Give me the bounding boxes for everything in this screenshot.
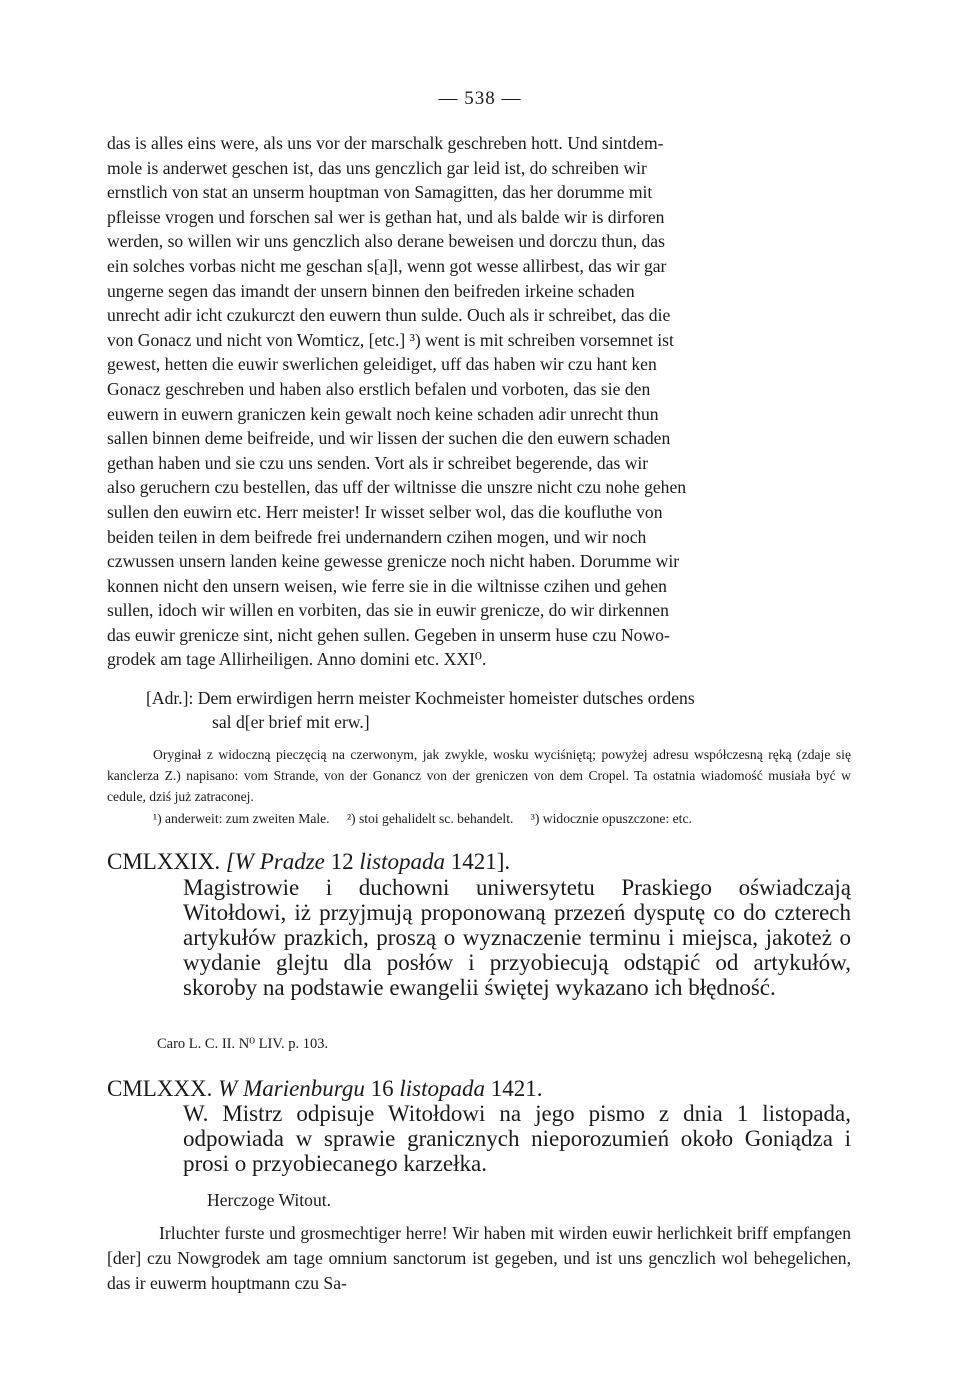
entry-day: 16 — [370, 1076, 394, 1101]
body-line: ein solches vorbas nicht me geschan s[a]l, wenn got wesse allirbest, das wir gar — [107, 255, 667, 276]
page-number: — 538 — — [438, 88, 522, 109]
entry-number: CMLXXX. — [107, 1076, 213, 1101]
entry-place: W Marienburgu — [218, 1076, 365, 1101]
note-text: Oryginał z widoczną pieczęcią na czerwonym, jak zwykle, wosku wyciśniętą; powyżej adresu współczesną ręką (zdaje się kanclerza Z.) napisano: vom Strande, von der Gonancz von der greniczen von dem Cropel. Ta ostatnia wiadomość musiała być w cedule, dziś już zatraconej. — [107, 747, 851, 804]
entry-year: 1421]. — [450, 849, 511, 874]
body-line: Gonacz geschreben und haben also erstlich befalen und vorboten, das sie den — [107, 378, 651, 399]
body-line: grodek am tage Allirheiligen. Anno domini etc. XXI⁰. — [107, 649, 487, 670]
footnote: ¹) anderweit: zum zweiten Male. — [153, 811, 330, 826]
letter-body — [107, 1221, 851, 1296]
body-line: von Gonacz und nicht von Womticz, [etc.] ³) went is mit schreiben vorsemnet ist — [107, 329, 674, 350]
letter-body — [107, 131, 851, 672]
address-line: sal d[er brief mit erw.] — [212, 712, 370, 732]
entry-heading — [107, 1074, 851, 1104]
body-line: also geruchern czu bestellen, das uff der wiltnisse die unszre nicht czu nohe gehen — [107, 477, 687, 498]
body-line: ernstlich von stat an unserm houptman von Samagitten, das her dorumme mit — [107, 182, 653, 203]
body-line: sallen binnen deme beifreide, und wir lissen der suchen die den euwern schaden — [107, 428, 671, 449]
body-line: konnen nicht den unsern weisen, wie ferre sie in die wiltnisse czihen und gehen — [107, 575, 667, 596]
footnote: ³) widocznie opuszczone: etc. — [530, 811, 692, 826]
body-line: unrecht adir icht czukurczt den euwern thun sulde. Ouch als ir schreibet, das die — [107, 305, 671, 326]
entry-day: 12 — [330, 849, 354, 874]
address-line: [Adr.]: Dem erwirdigen herrn meister Kochmeister homeister dutsches ordens — [146, 688, 695, 708]
entry-summary: Magistrowie i duchowni uniwersytetu Praskiego oświadczają Witołdowi, iż przyjmują proponowaną przezeń dysputę co do czterech artykułów prazkich, proszą o wyznaczenie terminu i miejsca, jakoteż o wydanie glejtu dla posłów i przyobiecują odstąpić od artykułów, skoroby na podstawie ewangelii świętej wykazano ich błędność. — [183, 875, 851, 1000]
body-line: gethan haben und sie czu uns senden. Vort als ir schreibet begerende, das wir — [107, 452, 649, 473]
body-line: das is alles eins were, als uns vor der marschalk geschreben hott. Und sintdem- — [107, 133, 664, 153]
body-line: beiden teilen in dem beifrede frei undernandern czihen mogen, und wir noch — [107, 526, 647, 547]
entry-heading — [107, 847, 851, 877]
entry-place: [W Pradze — [225, 849, 325, 874]
body-line: sullen den euwirn etc. Herr meister! Ir wisset selber wol, das die koufluthe von — [107, 501, 663, 522]
body-line: sullen, idoch wir willen en vorbiten, das sie in euwir grenicze, do wir dirkennen — [107, 600, 669, 621]
footnotes — [153, 809, 853, 829]
entry-summary: W. Mistrz odpisuje Witołdowi na jego pismo z dnia 1 listopada, odpowiada w sprawie granicznych nieporozumień około Goniądza i prosi o przyobiecanego karzełka. — [183, 1101, 851, 1176]
body-paragraph: Irluchter furste und grosmechtiger herre! Wir haben mit wirden euwir herlichkeit briff empfangen [der] czu Nowgrodek am tage omnium sanctorum ist gegeben, und ist uns genczlich wol behegelichen, das ir euwerm houptmann czu Sa- — [107, 1223, 851, 1293]
body-line: gewest, hetten die euwir swerlichen geleidiget, uff das haben wir czu hant ken — [107, 354, 657, 375]
body-line: pfleisse vrogen und forschen sal wer is gethan hat, und als balde wir is dirforen — [107, 206, 665, 227]
body-line: euwern in euwern graniczen kein gewalt noch keine schaden adir unrecht thun — [107, 403, 659, 424]
salutation: Herczoge Witout. — [207, 1190, 332, 1210]
body-line: werden, so willen wir uns genczlich also derane beweisen und dorczu thun, das — [107, 231, 665, 252]
body-line: czwussen unsern landen keine gewesse grenicze noch nicht haben. Dorumme wir — [107, 551, 680, 572]
footnote: ²) stoi gehalidelt sc. behandelt. — [346, 811, 514, 826]
body-line: mole is anderwet geschen ist, das uns genczlich gar leid ist, do schreiben wir — [107, 157, 647, 178]
body-line: das euwir grenicze sint, nicht gehen sullen. Gegeben in unserm huse czu Nowo- — [107, 624, 670, 645]
body-line: ungerne segen das imandt der unsern binnen den beifreden irkeine schaden — [107, 280, 635, 301]
editorial-note — [107, 744, 851, 807]
entry-month: listopada — [359, 849, 445, 874]
entry-number: CMLXXIX. — [107, 849, 221, 874]
entry-month: listopada — [399, 1076, 486, 1101]
entry-year: 1421. — [490, 1076, 543, 1101]
entry-source: Caro L. C. II. N⁰ LIV. p. 103. — [157, 1036, 329, 1052]
address-block — [146, 686, 851, 734]
